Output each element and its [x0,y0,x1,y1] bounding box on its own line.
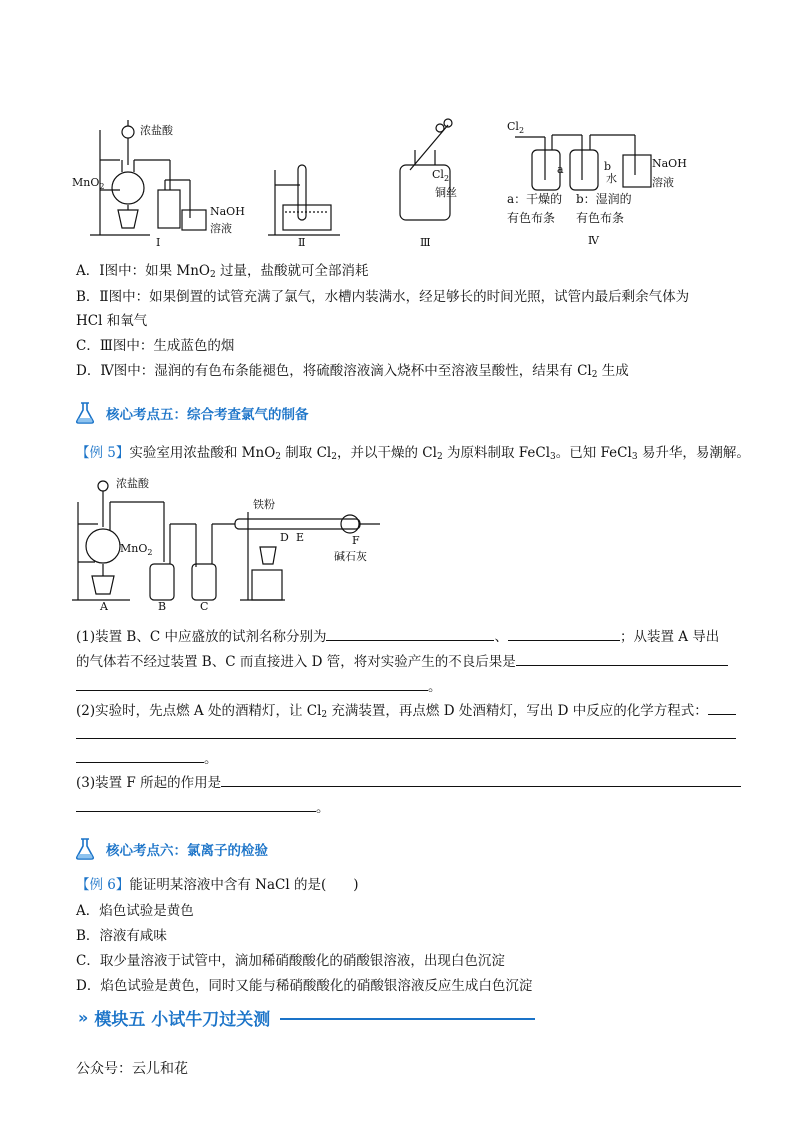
example-6-stem: 【例 6】能证明某溶液中含有 NaCl 的是( ) [76,877,359,893]
fig2-label-mno2: MnO$_2$ [120,542,153,557]
apparatus-figure-1-svg [70,110,710,250]
fig1-roman-3: Ⅲ [420,236,431,249]
ex5-q2-line2 [76,724,736,744]
ex6-option-d: D．焰色试验是黄色，同时又能与稀硝酸酸化的硝酸银溶液反应生成白色沉淀 [76,978,533,994]
fig1-label-water: 水 [606,172,617,185]
fig1-label-conc-hcl: 浓盐酸 [140,124,173,137]
key-point-6-title: 核心考点六：氯离子的检验 [106,843,268,859]
fig2-label-conc-hcl: 浓盐酸 [116,477,149,490]
fig2-label-iron: 铁粉 [253,498,275,511]
key-point-5-title: 核心考点五：综合考查氯气的制备 [106,407,309,423]
ex5-q1-line2: 的气体若不经过装置 B、C 而直接进入 D 管，将对实验产生的不良后果是 [76,651,728,671]
ex5-q2-line3: 。 [76,748,218,768]
ex5-q3-line1: (3)装置 F 所起的作用是 [76,772,741,792]
fig1-roman-2: Ⅱ [298,236,306,249]
fig1-label-mno2: MnO$_2$ [72,176,105,191]
fig2-label-b: B [158,600,167,612]
apparatus-figure-1 [70,110,710,250]
fig1-label-cl2: $Cl_2$ [432,168,450,183]
fig1-label-naoh-iv: NaOH [652,157,687,170]
example-5-tag: 【例 5】 [76,445,130,461]
double-chevron-icon: » [78,1008,89,1027]
apparatus-figure-2-svg [70,472,400,612]
example-6-tag: 【例 6】 [76,877,130,893]
flask-icon [72,400,98,426]
fig2-label-f: F [352,534,360,547]
footer-text: 公众号：云儿和花 [76,1061,188,1077]
option-b: B．Ⅱ图中：如果倒置的试管充满了氯气，水槽内装满水，经足够长的时间光照，试管内最后剩余气体为 [76,289,690,305]
ex5-q1-line1: (1)装置 B、C 中应盛放的试剂名称分别为 、 ；从装置 A 导出 [76,626,719,646]
fig1-roman-4: Ⅳ [588,234,599,247]
fig2-label-a: A [100,600,108,612]
answer-blank-f-purpose-cont[interactable] [76,797,316,812]
key-point-5-heading [72,400,309,426]
fig1-label-copper: 铜丝 [435,186,457,199]
answer-blank-equation-cont[interactable] [76,724,736,739]
fig1-label-wet-b: b：湿润的 [576,192,632,206]
option-d: D．Ⅳ图中：湿润的有色布条能褪色，将硫酸溶液滴入烧杯中至溶液呈酸性，结果有 $Cl_2$ 生成 [76,363,629,380]
ex6-option-a: A．焰色试验是黄色 [76,903,194,919]
answer-blank-equation-cont2[interactable] [76,748,204,763]
fig1-label-a: a [557,163,564,176]
fig1-label-solution: 溶液 [210,222,232,235]
answer-blank-b[interactable] [326,626,494,641]
fig1-label-cloth-a: 有色布条 [507,211,556,225]
fig1-label-cl2-iv: $Cl_2$ [507,120,525,135]
fig1-label-b: b [604,160,612,173]
flask-icon [72,836,98,862]
key-point-6-heading [72,836,268,862]
option-b-cont: HCl 和氧气 [76,313,148,329]
module-divider [280,1018,535,1020]
fig2-label-d: D [280,531,289,544]
answer-blank-c[interactable] [508,626,620,641]
fig1-roman-1: Ⅰ [156,236,161,249]
ex5-q2-line1: (2)实验时，先点燃 A 处的酒精灯，让 $Cl_2$ 充满装置，再点燃 D 处酒精灯，写出 D 中反应的化学方程式： [76,700,736,724]
answer-blank-equation[interactable] [708,700,736,715]
fig1-label-naoh: NaOH [210,205,245,218]
module-5-title: 模块五 小试牛刀过关测 [94,1010,271,1030]
fig1-label-dry-a: a：干燥的 [507,192,563,206]
ex5-q1-line3: 。 [76,676,442,696]
option-a: A．Ⅰ图中：如果 MnO$_2$ 过量，盐酸就可全部消耗 [76,263,369,280]
example-5-stem: 【例 5】实验室用浓盐酸和 MnO$_2$ 制取 $Cl_2$，并以干燥的 $Cl_2$ 为原料制取 FeCl$_3$。已知 FeCl$_3$ 易升华，易潮解。 [76,445,750,462]
ex6-option-b: B．溶液有咸味 [76,928,167,944]
apparatus-figure-2 [70,472,400,612]
option-c: C．Ⅲ图中：生成蓝色的烟 [76,338,235,354]
answer-blank-consequence-cont[interactable] [76,676,428,691]
fig2-label-c: C [200,600,209,612]
fig2-label-e: E [296,531,305,544]
fig2-label-soda-lime: 碱石灰 [334,550,367,563]
fig1-label-cloth-b: 有色布条 [576,211,625,225]
module-5-heading [78,1005,535,1030]
answer-blank-f-purpose[interactable] [221,772,741,787]
ex5-q3-line2: 。 [76,797,330,817]
ex6-option-c: C．取少量溶液于试管中，滴加稀硝酸酸化的硝酸银溶液，出现白色沉淀 [76,953,505,969]
answer-blank-consequence[interactable] [516,651,728,666]
fig1-label-solution-iv: 溶液 [652,176,674,189]
